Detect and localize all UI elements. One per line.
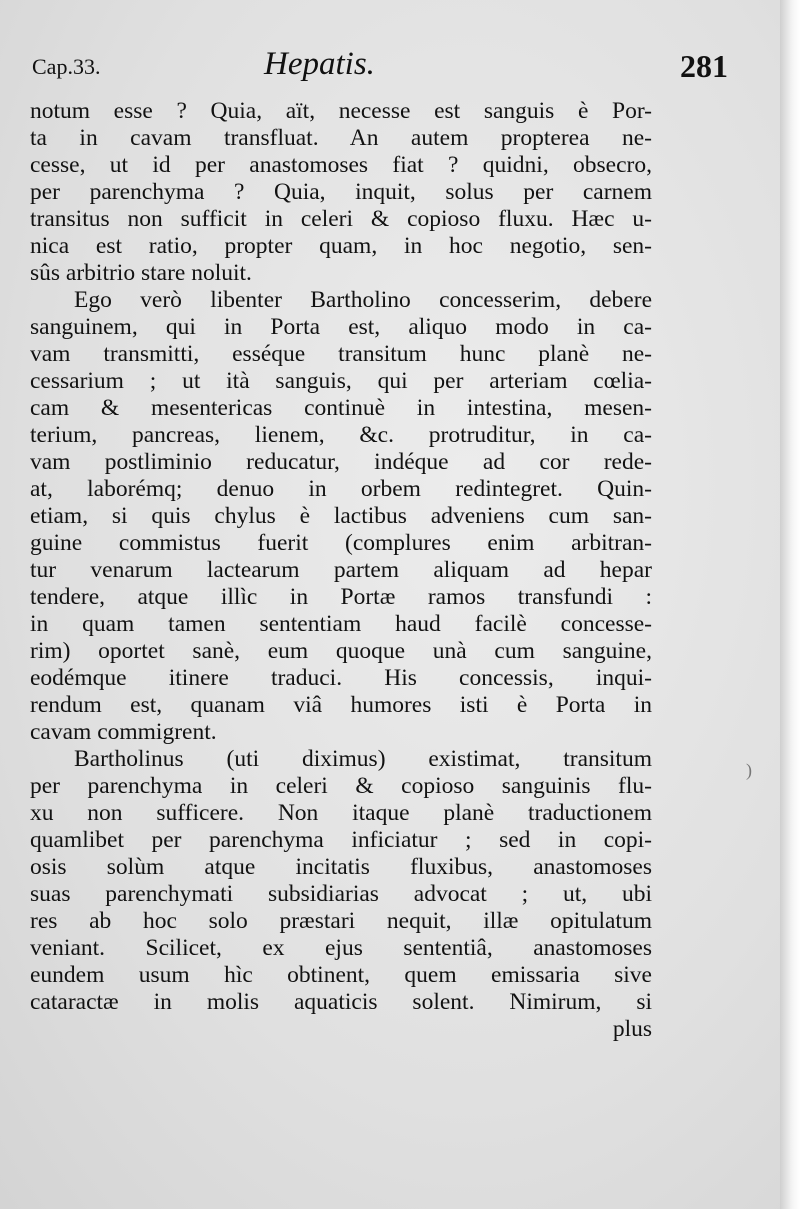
text-line: per parenchyma in celeri & copioso sanguinis flu- xyxy=(30,773,652,799)
text-line: eundem usum hìc obtinent, quem emissaria sive xyxy=(30,962,652,988)
text-line: per parenchyma ? Quia, inquit, solus per carnem xyxy=(30,179,652,205)
body-text xyxy=(30,98,652,1043)
text-line: at, laborémq; denuo in orbem redintegret. Quin- xyxy=(30,476,652,502)
chapter-label: Cap.33. xyxy=(32,54,101,79)
text-line: cesse, ut id per anastomoses fiat ? quidni, obsecro, xyxy=(30,152,652,178)
text-line: sanguinem, qui in Porta est, aliquo modo in ca- xyxy=(30,314,652,340)
text-line: guine commistus fuerit (complures enim arbitran- xyxy=(30,530,652,556)
running-title: Hepatis. xyxy=(264,46,375,82)
text-line: terium, pancreas, lienem, &c. protruditur, in ca- xyxy=(30,422,652,448)
text-line: rendum est, quanam viâ humores isti è Porta in xyxy=(30,692,652,718)
text-line: rim) oportet sanè, eum quoque unà cum sanguine, xyxy=(30,638,652,664)
text-line: osis solùm atque incitatis fluxibus, anastomoses xyxy=(30,854,652,880)
text-line: cavam commigrent. xyxy=(30,719,217,745)
text-line: nica est ratio, propter quam, in hoc negotio, sen- xyxy=(30,233,652,259)
margin-mark: ) xyxy=(746,760,752,780)
text-line: Ego verò libenter Bartholino concesserim, debere xyxy=(74,287,652,313)
text-line: vam postliminio reducatur, indéque ad cor rede- xyxy=(30,449,652,475)
text-line: cataractæ in molis aquaticis solent. Nimirum, si xyxy=(30,989,652,1015)
text-line: transitus non sufficit in celeri & copioso fluxu. Hæc u- xyxy=(30,206,652,232)
text-line: sûs arbitrio stare noluit. xyxy=(30,260,252,286)
text-line: notum esse ? Quia, aït, necesse est sanguis è Por- xyxy=(30,98,652,124)
text-line: cam & mesentericas continuè in intestina, mesen- xyxy=(30,395,652,421)
text-line: cessarium ; ut ità sanguis, qui per arteriam cœlia- xyxy=(30,368,652,394)
text-line: quamlibet per parenchyma inficiatur ; sed in copi- xyxy=(30,827,652,853)
text-line: etiam, si quis chylus è lactibus adveniens cum san- xyxy=(30,503,652,529)
text-line: Bartholinus (uti diximus) existimat, transitum xyxy=(74,746,652,772)
text-line: res ab hoc solo præstari nequit, illæ opitulatum xyxy=(30,908,652,934)
text-line: veniant. Scilicet, ex ejus sententiâ, anastomoses xyxy=(30,935,652,961)
text-line: ta in cavam transfluat. An autem propterea ne- xyxy=(30,125,652,151)
text-line: tendere, atque illìc in Portæ ramos transfundi : xyxy=(30,584,652,610)
text-line: in quam tamen sententiam haud facilè concesse- xyxy=(30,611,652,637)
text-line: vam transmitti, esséque transitum hunc planè ne- xyxy=(30,341,652,367)
running-head xyxy=(32,46,728,90)
page-number: 281 xyxy=(680,48,728,84)
text-line: suas parenchymati subsidiarias advocat ; ut, ubi xyxy=(30,881,652,907)
text-line: xu non sufficere. Non itaque planè traductionem xyxy=(30,800,652,826)
text-line: tur venarum lactearum partem aliquam ad hepar xyxy=(30,557,652,583)
text-line: plus xyxy=(612,1016,652,1042)
text-line: eodémque itinere traduci. His concessis, inqui- xyxy=(30,665,652,691)
page-edge xyxy=(780,0,800,1209)
